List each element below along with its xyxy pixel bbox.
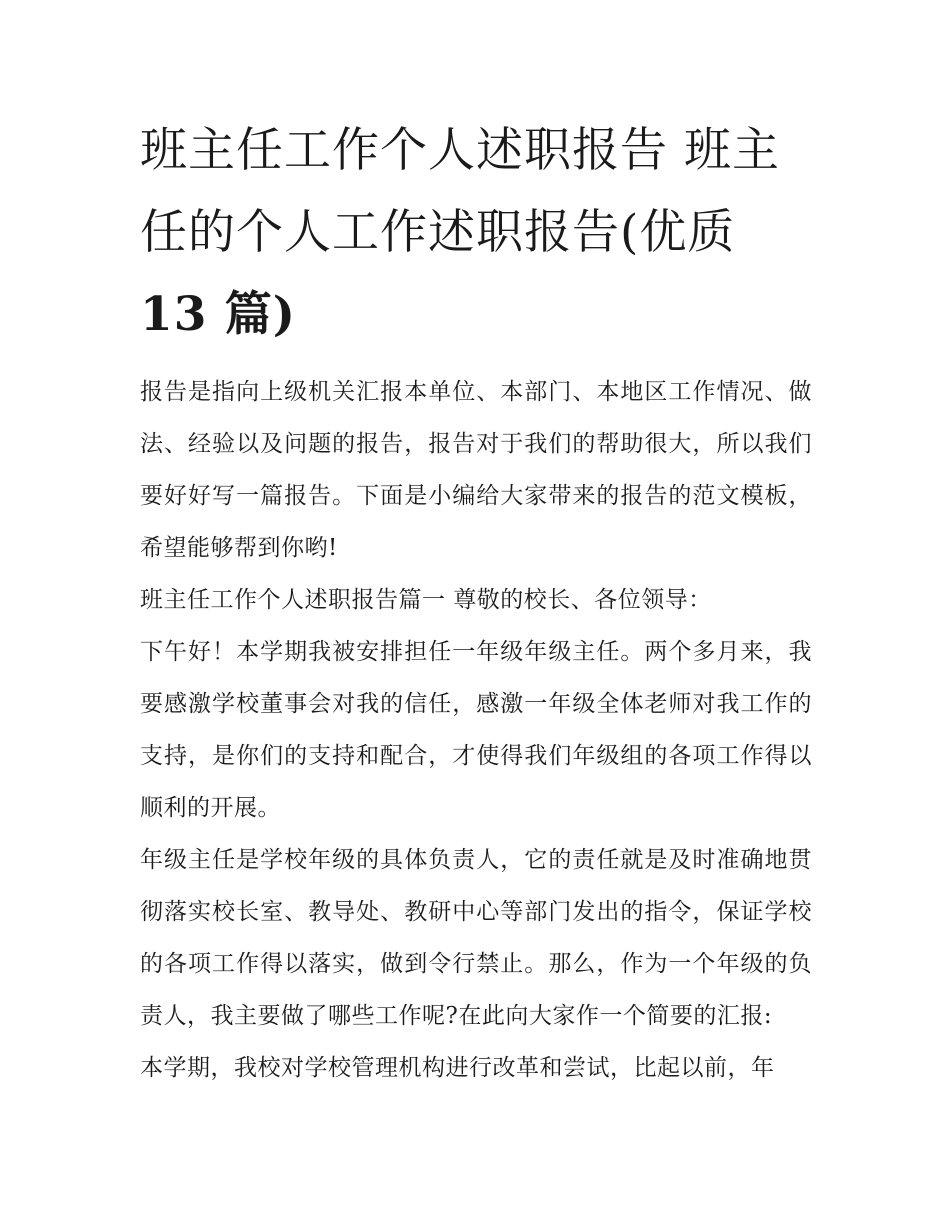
document-body (140, 110, 812, 1094)
paragraph-section-heading: 班主任工作个人述职报告篇一 尊敬的校长、各位领导： (140, 587, 712, 613)
paragraph-responsibility: 年级主任是学校年级的具体负责人，它的责任就是及时准确地贯彻落实校长室、教导处、教研中心等部门发出的指令，保证学校的各项工作得以落实，做到令行禁止。那么，作为一个年级的负责人，我主要做了哪些工作呢?在此向大家作一个简要的汇报: (140, 847, 812, 1029)
paragraph-semester: 本学期，我校对学校管理机构进行改革和尝试，比起以前，年 (140, 1055, 775, 1081)
document-content (140, 366, 812, 1094)
document-title (140, 110, 812, 356)
title-line-1: 班主任工作个人述职报告 班主 (140, 123, 780, 178)
title-line-3: 13 篇) (140, 287, 297, 342)
title-line-2: 任的个人工作述职报告(优质 (140, 205, 736, 260)
paragraph-greeting: 下午好！本学期我被安排担任一年级年级主任。两个多月来，我要感激学校董事会对我的信任，感激一年级全体老师对我工作的支持，是你们的支持和配合，才使得我们年级组的各项工作得以顺利的开展。 (140, 639, 812, 821)
paragraph-intro: 报告是指向上级机关汇报本单位、本部门、本地区工作情况、做法、经验以及问题的报告，报告对于我们的帮助很大，所以我们要好好写一篇报告。下面是小编给大家带来的报告的范文模板，希望能够帮到你哟! (140, 379, 812, 561)
